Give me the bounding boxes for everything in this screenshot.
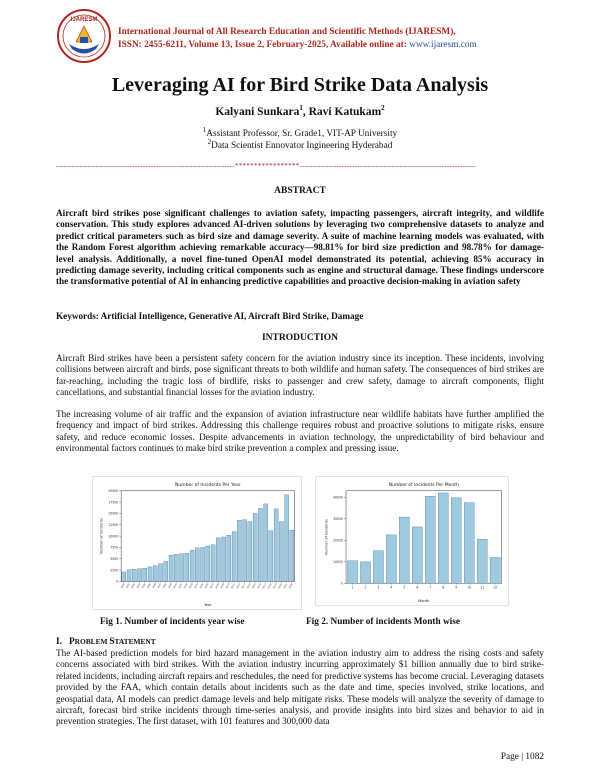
- x-tick-label: 1990: [120, 582, 126, 590]
- bar: [347, 561, 357, 584]
- x-tick-label: 2010: [225, 582, 231, 590]
- figure-1-chart: [92, 476, 302, 610]
- bar: [399, 517, 409, 583]
- bar: [180, 554, 184, 582]
- author-separator: ,: [302, 105, 309, 118]
- y-tick-label: 17500: [108, 500, 119, 505]
- x-tick-label: 2020: [277, 582, 284, 590]
- bar: [237, 520, 241, 581]
- figure-2-chart: [315, 476, 509, 606]
- x-tick-label: 6: [416, 585, 419, 590]
- x-tick-label: 5: [403, 585, 406, 590]
- x-tick-label: 2007: [209, 582, 215, 590]
- y-tick-label: 10000: [108, 534, 119, 539]
- y-axis-label: Number of Incidents: [99, 518, 104, 555]
- affiliation-1-sup: 1: [202, 126, 207, 134]
- y-tick-label: 10000: [333, 559, 344, 564]
- paper-title: Leveraging AI for Bird Strike Data Analysis: [111, 74, 489, 96]
- bar: [195, 548, 199, 582]
- bar: [279, 522, 283, 582]
- chart-title: Number of Incidents Per Month: [388, 482, 459, 488]
- introduction-heading: INTRODUCTION: [261, 333, 338, 343]
- affiliation-2: [0, 138, 600, 151]
- x-tick-label: 2000: [172, 582, 178, 590]
- bar: [164, 561, 168, 581]
- x-tick-label: 1997: [156, 582, 163, 590]
- y-tick-label: 20000: [108, 488, 119, 493]
- y-tick-label: 5000: [110, 556, 119, 561]
- logo-text: IJARESM: [70, 17, 98, 23]
- y-tick-label: 2500: [110, 568, 119, 573]
- bar: [211, 545, 215, 582]
- x-tick-label: 2012: [235, 582, 242, 590]
- keywords: Keywords: Artificial Intelligence, Generative AI, Aircraft Bird Strike, Damage: [56, 311, 364, 321]
- bar: [360, 562, 370, 584]
- bar: [269, 531, 273, 582]
- x-tick-label: 2009: [219, 582, 226, 590]
- affiliation-2-text: Data Scientist Ennovator Ingineering Hyderabad: [211, 141, 393, 152]
- heading-initial-s: S: [109, 637, 115, 647]
- journal-issue-line: [118, 40, 477, 50]
- x-tick-label: 7: [429, 585, 432, 590]
- x-tick-label: 2018: [267, 582, 273, 590]
- x-tick-label: 2001: [177, 582, 184, 590]
- bar: [153, 566, 157, 582]
- bar: [438, 493, 448, 583]
- bar: [174, 554, 178, 581]
- journal-name: International Journal of All Research Education and Scientific Methods (IJARESM),: [118, 27, 456, 37]
- figure-2-caption: Fig 2. Number of incidents Month wise: [306, 617, 461, 627]
- x-tick-label: 2002: [183, 582, 189, 590]
- bar: [143, 568, 147, 581]
- x-tick-label: 2003: [188, 582, 194, 590]
- x-tick-label: 2014: [246, 582, 252, 590]
- y-tick-label: 30000: [333, 516, 344, 521]
- introduction-paragraph-1: Aircraft Bird strikes have been a persistent safety concern for the aviation industry since its inception. These incidents, involving collisions between aircraft and birds, pose significant threats to both wildlife and human safety. The consequences of bird strikes are far-reaching, including the tragic loss of birdlife, risks to passenger and crew safety, damage to aircraft components, flight cancellations, and substantial financial losses for the aviation industry.: [56, 353, 544, 398]
- x-tick-label: 1992: [130, 582, 136, 590]
- x-tick-label: 2016: [256, 582, 263, 590]
- x-tick-label: 1991: [125, 582, 131, 590]
- bar: [253, 513, 257, 581]
- y-tick-label: 12500: [108, 522, 119, 527]
- y-tick-label: 7500: [110, 545, 119, 550]
- problem-statement-text: The AI-based prediction models for bird hazard management in the aviation industry aim to address the rising costs and safety concerns associated with bird strikes. With the aviation industry incurring approximately $1 billion annually due to bird strike-related incidents, including aircraft repairs and reschedules, the need for predictive systems has become crucial. Leveraging datasets provided by the FAA, which contain details about incidents such as the date and time, species involved, strike locations, and geospatial data, AI models can predict damage levels and help mitigate risks. These models will analyze the severity of damage to aircraft, forecast bird strike incidents through time-series analysis, and provide insights into bird sizes and behavior to aid in prevention strategies. The first dataset, with 101 features and 300,000 data: [56, 648, 544, 727]
- bar: [122, 572, 126, 582]
- x-tick-label: 1996: [151, 582, 157, 590]
- x-tick-label: 1998: [162, 582, 168, 590]
- author-line: [0, 104, 600, 118]
- bar: [386, 535, 396, 583]
- bar: [201, 547, 205, 581]
- y-tick-label: 0: [341, 581, 344, 586]
- x-tick-label: 2017: [261, 582, 268, 590]
- y-tick-label: 15000: [108, 511, 119, 516]
- bar: [216, 538, 220, 582]
- bar: [258, 508, 262, 581]
- bar: [412, 527, 422, 583]
- section-separator: --------------------------------------------------------------------*****************-------------------------------------------------------------------: [56, 162, 476, 170]
- bar: [222, 537, 226, 581]
- x-tick-label: 2011: [230, 582, 236, 590]
- page-number: Page | 1082: [500, 752, 544, 762]
- section-number: I.: [56, 637, 62, 647]
- x-tick-label: 3: [377, 585, 380, 590]
- x-tick-label: 2019: [272, 582, 278, 590]
- journal-url-link[interactable]: www.ijaresm.com: [409, 40, 477, 50]
- author-1: Kalyani Sunkara: [215, 105, 300, 118]
- bar: [169, 555, 173, 581]
- y-axis-label: Number of Incidents: [324, 519, 329, 556]
- bar: [248, 522, 252, 582]
- bar: [206, 546, 210, 581]
- x-tick-label: 8: [442, 585, 445, 590]
- x-tick-label: 11: [480, 585, 485, 590]
- bar: [464, 503, 474, 584]
- x-tick-label: 2008: [214, 582, 220, 590]
- bar: [190, 550, 194, 581]
- bar: [477, 539, 487, 583]
- bar: [243, 520, 247, 582]
- x-tick-label: 2013: [240, 582, 247, 590]
- abstract-text: Aircraft bird strikes pose significant challenges to aviation safety, impacting passengers, aircraft integrity, and wildlife conservation. This study explores advanced AI-driven solutions by leveraging two comprehensive datasets to analyze and predict critical parameters such as bird size and damage severity. A suite of machine learning models was evaluated, with the Random Forest algorithm achieving remarkable accuracy—98.81% for bird size prediction and 98.78% for damage-level analysis. Additionally, a novel fine-tuned OpenAI model demonstrated its potential, achieving 85% accuracy in predicting damage severity, including critical components such as engine and structural damage. These findings underscore the transformative potential of AI in enhancing predictive capabilities and proactive decision-making in aviation safety: [56, 208, 544, 287]
- journal-issn: ISSN: 2455-6211, Volume 13, Issue 2, February-2025, Available online at:: [118, 40, 410, 50]
- x-tick-label: 1999: [167, 582, 173, 590]
- x-tick-label: 2: [364, 585, 367, 590]
- bar: [132, 569, 136, 581]
- x-tick-label: 1: [351, 585, 354, 590]
- x-tick-label: 2015: [251, 582, 257, 590]
- heading-rest-problem: ROBLEM: [74, 637, 110, 646]
- bar: [127, 570, 131, 582]
- x-tick-label: 4: [390, 585, 393, 590]
- bar: [290, 530, 294, 581]
- introduction-paragraph-2: The increasing volume of air traffic and the expansion of aviation infrastructure near wildlife habitats have further amplified the frequency and impact of bird strikes. Addressing this challenge requires robust and proactive solutions to mitigate risks, ensure safety, and reduce economic losses. Despite advancements in aviation technology, the unpredictability of bird behaviour and environmental factors continues to make bird strike prevention a complex and pressing issue.: [56, 409, 544, 454]
- bar: [148, 567, 152, 582]
- bar: [490, 558, 500, 584]
- journal-logo: [56, 8, 112, 64]
- x-axis-label: Month: [418, 599, 430, 604]
- x-tick-label: 2021: [282, 582, 289, 590]
- author-2-sup: 2: [381, 104, 385, 112]
- bar: [451, 498, 461, 584]
- x-tick-label: 12: [493, 585, 498, 590]
- figure-1-caption: Fig 1. Number of incidents year wise: [100, 617, 245, 627]
- bar: [373, 551, 383, 584]
- x-tick-label: 1995: [146, 582, 152, 590]
- x-tick-label: 2005: [198, 582, 205, 590]
- author-1-sup: 1: [299, 104, 303, 112]
- heading-initial-p: P: [68, 637, 75, 647]
- x-axis-label: Year: [204, 603, 212, 608]
- x-tick-label: 1993: [135, 582, 142, 590]
- x-tick-label: 2004: [193, 582, 199, 590]
- x-tick-label: 10: [467, 585, 472, 590]
- x-tick-label: 2022: [288, 582, 294, 590]
- bar: [425, 496, 435, 583]
- affiliation-1-text: Assistant Professor, Sr. Grade1, VIT-AP University: [206, 129, 398, 140]
- bar: [227, 535, 231, 581]
- abstract-heading: ABSTRACT: [274, 186, 326, 196]
- bar: [264, 504, 268, 581]
- x-tick-label: 2006: [204, 582, 210, 590]
- heading-rest-statement: TATEMENT: [114, 637, 156, 646]
- y-tick-label: 20000: [333, 538, 344, 543]
- bar: [232, 532, 236, 582]
- x-tick-label: 1994: [141, 582, 147, 590]
- x-tick-label: 9: [455, 585, 458, 590]
- y-tick-label: 40000: [333, 495, 344, 500]
- author-2: Ravi Katukam: [308, 105, 382, 118]
- y-tick-label: 0: [116, 579, 119, 584]
- bar: [185, 553, 189, 581]
- chart-title: Number of Incidents Per Year: [175, 482, 241, 488]
- bar: [159, 564, 163, 582]
- problem-statement-heading: [56, 637, 156, 647]
- bar: [285, 495, 289, 582]
- affiliation-2-sup: 2: [207, 138, 212, 146]
- bar: [274, 509, 278, 582]
- bar: [137, 569, 141, 582]
